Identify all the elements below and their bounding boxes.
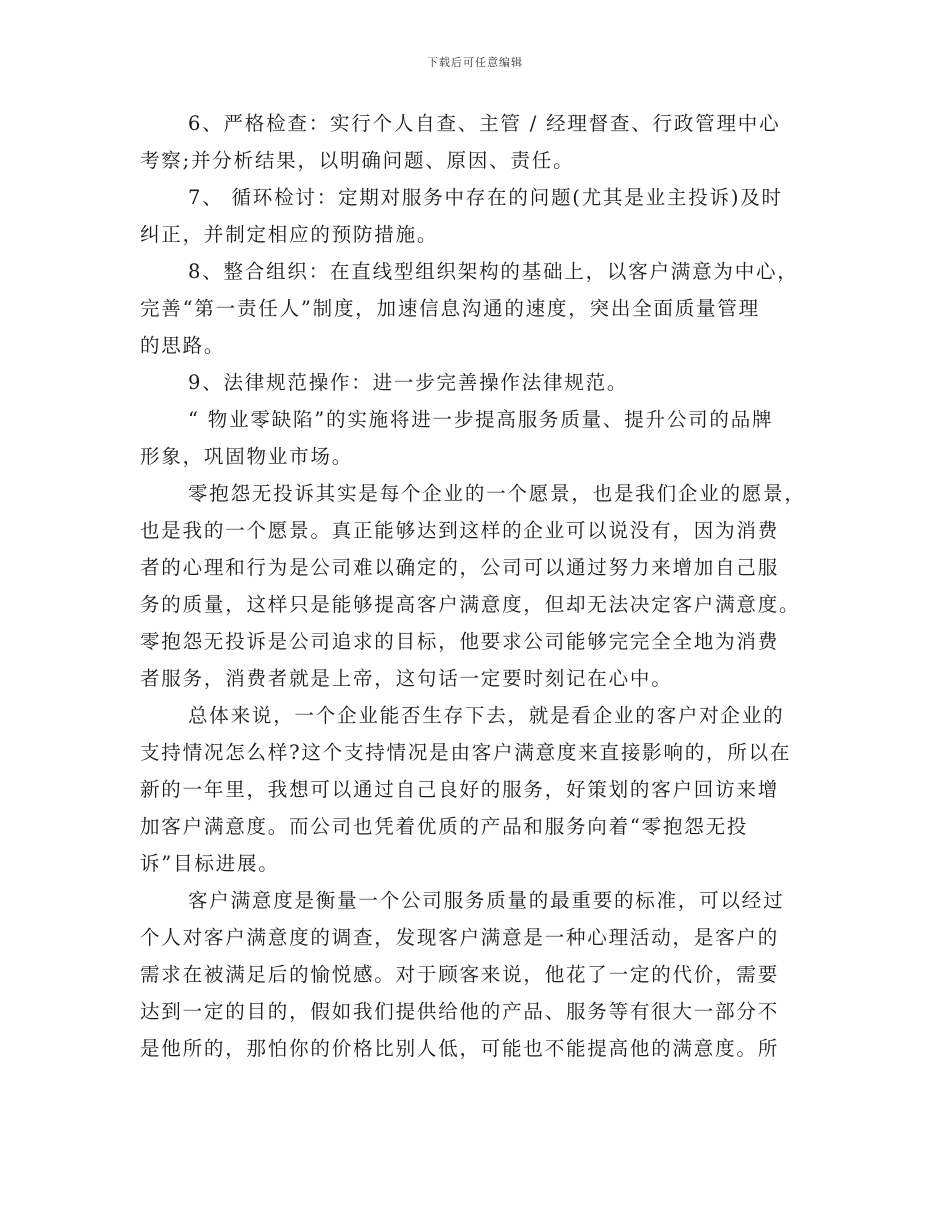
text-line: 新的一年里，我想可以通过自己良好的服务，好策划的客户回访来增 <box>140 778 780 801</box>
text-line: 需求在被满足后的愉悦感。对于顾客来说，他花了一定的代价，需要 <box>140 963 780 986</box>
text-line: 6、严格检查：实行个人自查、主管 / 经理督查、行政管理中心 <box>188 112 781 135</box>
text-line: 客户满意度是衡量一个公司服务质量的最重要的标准，可以经过 <box>188 889 785 912</box>
text-line: 是他所的，那怕你的价格比别人低，可能也不能提高他的满意度。所 <box>140 1037 780 1060</box>
text-line: 的思路。 <box>140 334 226 357</box>
text-line: 纠正，并制定相应的预防措施。 <box>140 223 439 246</box>
text-line: “ 物业零缺陷”的实施将进一步提高服务质量、提升公司的品牌 <box>188 408 774 431</box>
text-line: 零抱怨无投诉是公司追求的目标，他要求公司能够完完全全地为消费 <box>140 630 780 653</box>
text-line: 达到一定的目的，假如我们提供给他的产品、服务等有很大一部分不 <box>140 1000 780 1023</box>
text-line: 总体来说，一个企业能否生存下去，就是看企业的客户对企业的 <box>188 704 785 727</box>
body-text <box>140 105 808 1067</box>
text-line: 零抱怨无投诉其实是每个企业的一个愿景，也是我们企业的愿景， <box>188 482 806 505</box>
text-line: 者的心理和行为是公司难以确定的，公司可以通过努力来增加自己服 <box>140 556 780 579</box>
text-line: 支持情况怎么样?这个支持情况是由客户满意度来直接影响的，所以在 <box>140 741 792 764</box>
text-line: 完善“第一责任人”制度，加速信息沟通的速度，突出全面质量管理 <box>140 297 760 320</box>
text-line: 个人对客户满意度的调查，发现客户满意是一种心理活动，是客户的 <box>140 926 780 949</box>
text-line: 8、整合组织：在直线型组织架构的基础上，以客户满意为中心， <box>188 260 799 283</box>
text-line: 形象，巩固物业市场。 <box>140 445 354 468</box>
text-line: 7、 循环检讨：定期对服务中存在的问题(尤其是业主投诉)及时 <box>188 186 783 209</box>
page-header: 下载后可任意编辑 <box>427 56 523 69</box>
text-line: 者服务，消费者就是上帝，这句话一定要时刻记在心中。 <box>140 667 673 690</box>
text-line: 务的质量，这样只是能够提高客户满意度，但却无法决定客户满意度。 <box>140 593 801 616</box>
text-line: 9、法律规范操作：进一步完善操作法律规范。 <box>188 371 629 394</box>
text-line: 诉”目标进展。 <box>140 852 280 875</box>
text-line: 加客户满意度。而公司也凭着优质的产品和服务向着“零抱怨无投 <box>140 815 749 838</box>
text-line: 考察;并分析结果，以明确问题、原因、责任。 <box>140 149 575 172</box>
text-line: 也是我的一个愿景。真正能够达到这样的企业可以说没有，因为消费 <box>140 519 780 542</box>
